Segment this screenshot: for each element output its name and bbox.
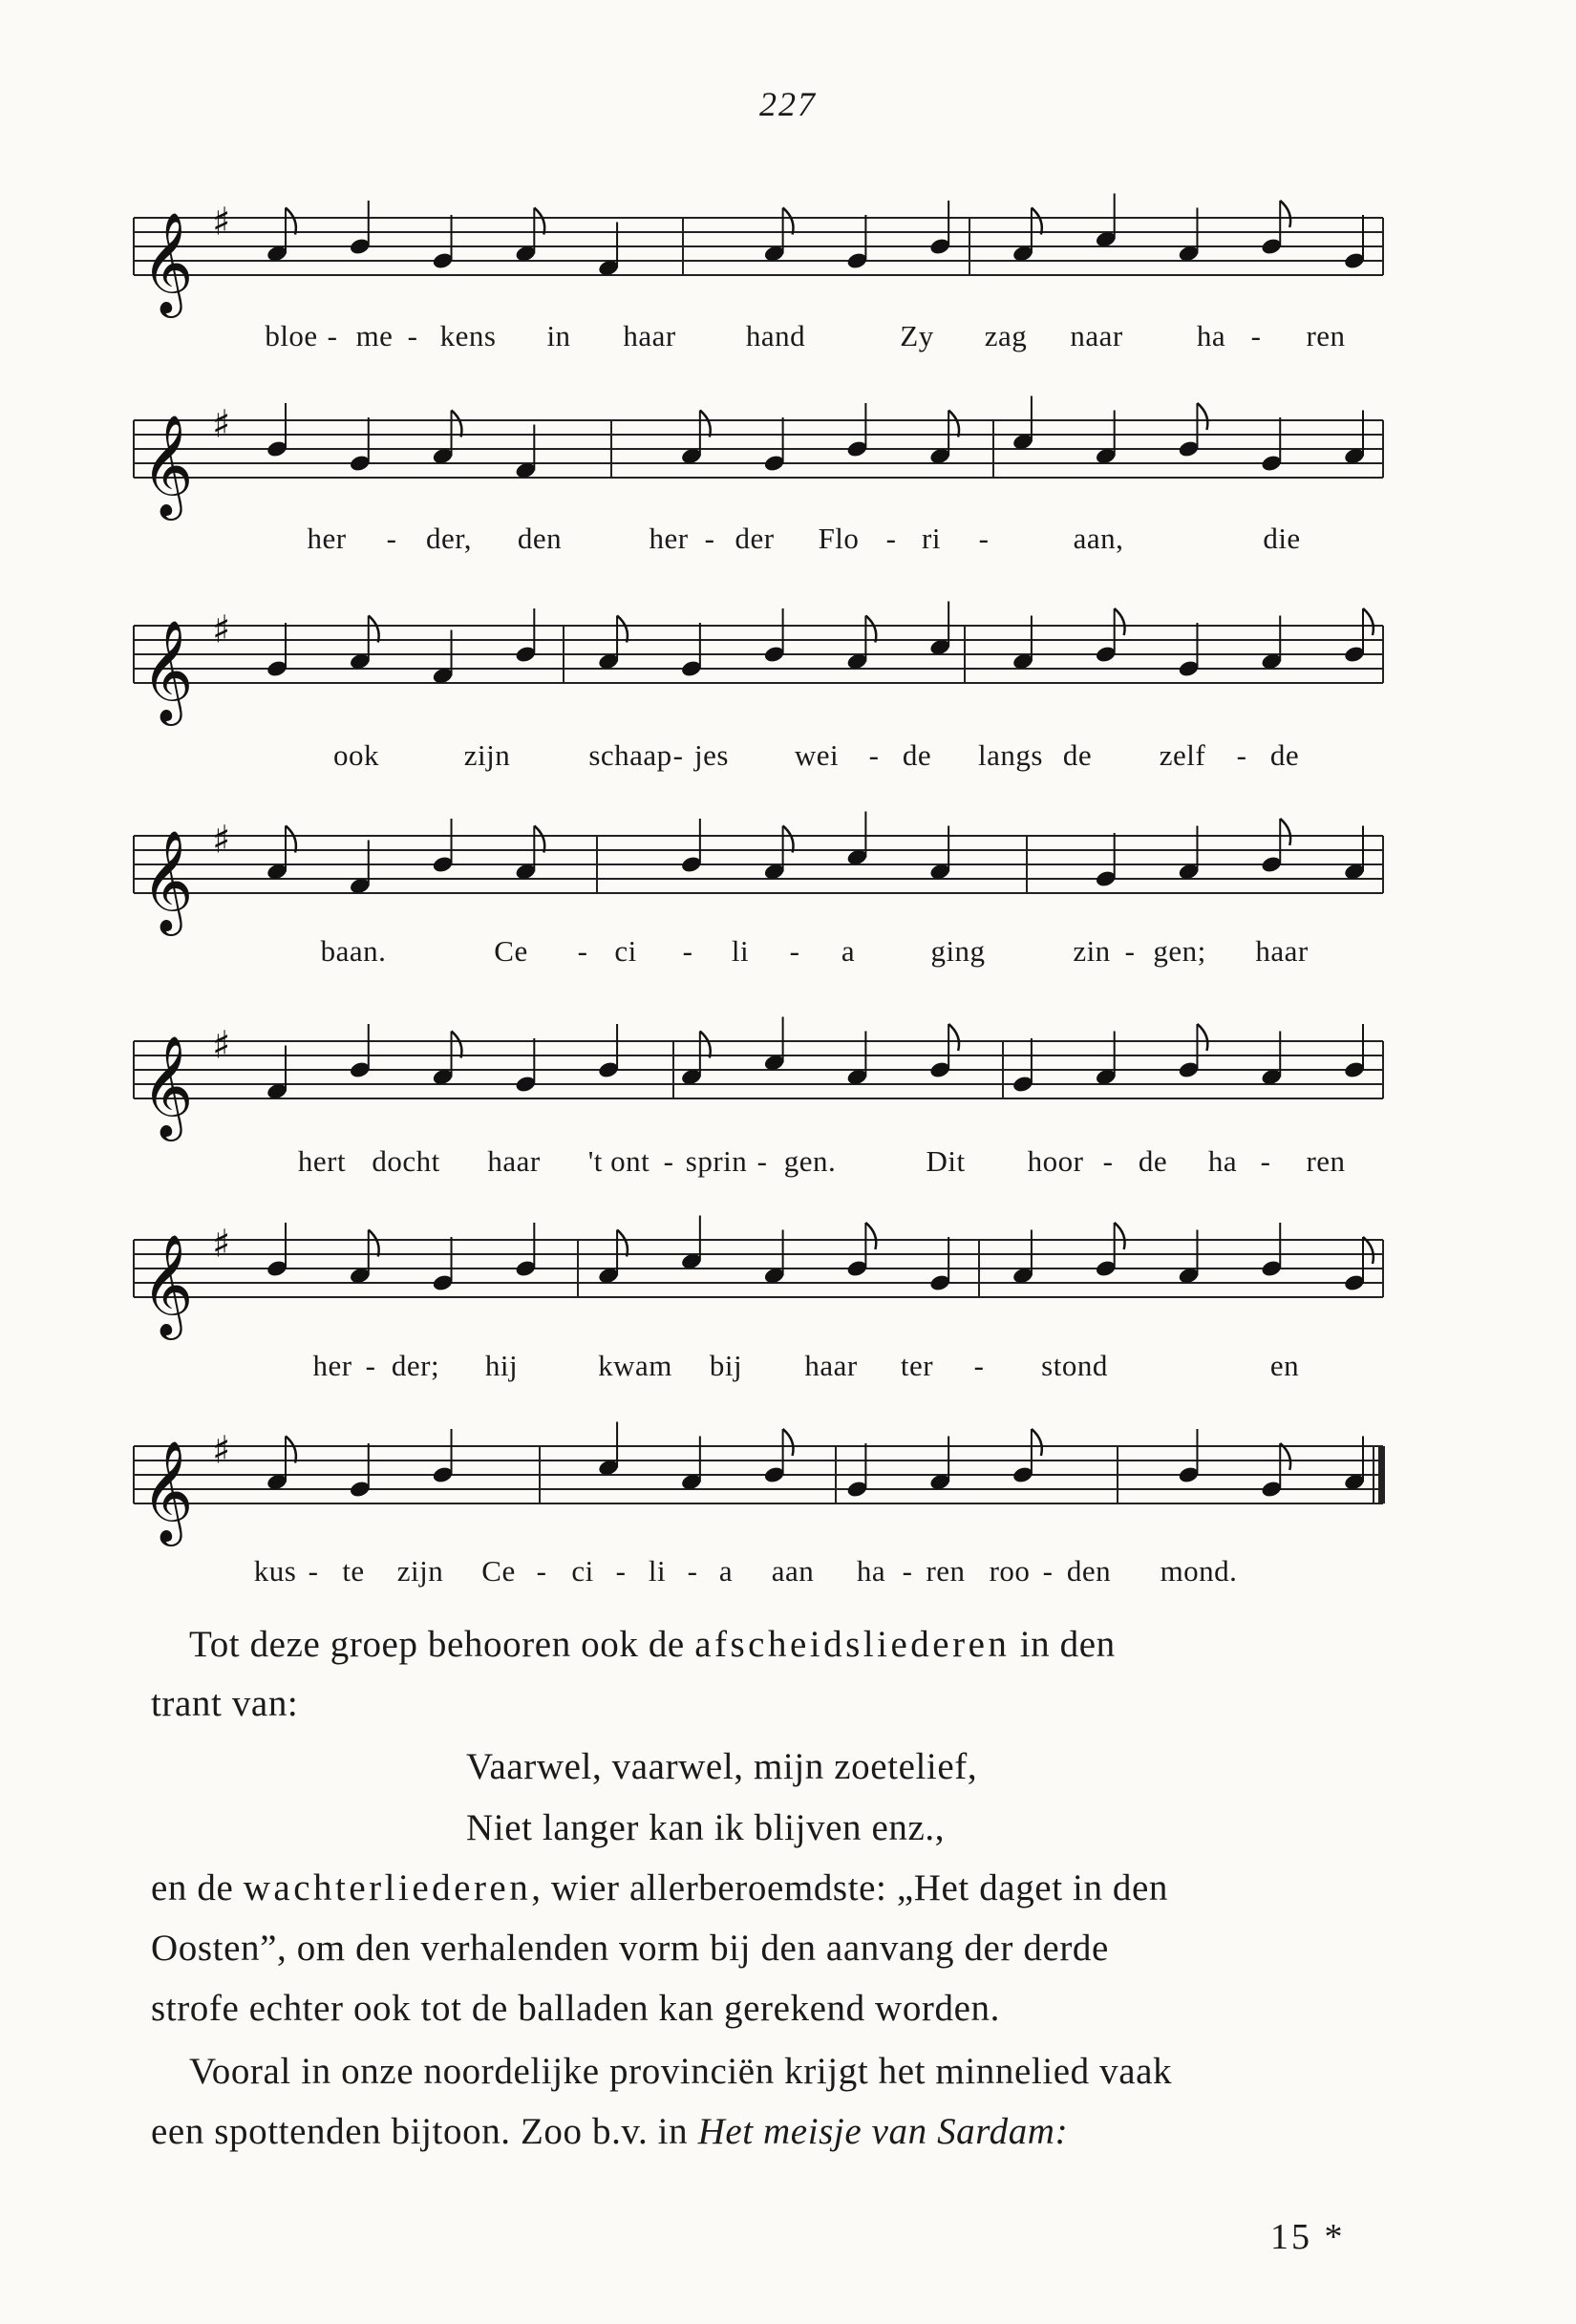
lyric-syllable: te — [342, 1554, 365, 1588]
page-number: 227 — [759, 85, 817, 123]
music-system — [0, 1211, 1576, 1393]
note-flag — [948, 411, 959, 437]
staff — [0, 189, 1576, 323]
lyric-syllable: her — [649, 522, 689, 555]
lyric-syllable: - — [1042, 1554, 1054, 1588]
staff — [0, 1013, 1576, 1146]
music-system — [0, 1418, 1576, 1599]
paragraph-line — [151, 1858, 1168, 1919]
note-flag — [783, 826, 794, 853]
lyric-syllable: baan. — [320, 934, 387, 968]
lyric-syllable: ren — [1306, 1144, 1346, 1178]
note-flag — [1280, 819, 1290, 845]
note-flag — [1115, 608, 1125, 635]
lyric-syllable: docht — [372, 1144, 440, 1178]
lyric-syllable: kens — [439, 319, 497, 352]
lyric-syllable: - — [1260, 1144, 1271, 1178]
note-flag — [1197, 1024, 1207, 1051]
note-flag — [1363, 1237, 1374, 1264]
note-flag — [452, 1032, 462, 1058]
text-run: in den — [1010, 1624, 1116, 1665]
treble-clef-icon: 𝄞 — [141, 211, 194, 313]
paragraph-line: strofe echter ook tot de balladen kan gerekend worden. — [151, 1988, 1000, 2029]
lyric-syllable: 't ont — [587, 1144, 650, 1178]
lyric-syllable: en — [1269, 1349, 1300, 1382]
lyric-syllable: - — [536, 1554, 547, 1588]
staff — [0, 392, 1576, 525]
lyric-syllable: a — [841, 934, 856, 968]
note-flag — [783, 1429, 794, 1456]
lyric-syllable: ren — [926, 1554, 966, 1588]
lyric-syllable: Zy — [900, 319, 934, 352]
lyric-syllable: li — [731, 934, 750, 968]
lyric-syllable: schaap — [588, 738, 672, 772]
lyric-syllable: - — [704, 522, 715, 555]
lyric-syllable: aan — [771, 1554, 815, 1588]
note-flag — [452, 411, 462, 437]
paragraph-line — [151, 2101, 1068, 2163]
lyric-syllable: - — [868, 738, 880, 772]
lyric-syllable: Flo — [818, 522, 860, 555]
sharp-icon: ♯ — [212, 1023, 231, 1068]
text-run-spaced: wachterliederen — [243, 1867, 532, 1908]
lyric-syllable: haar — [1255, 934, 1309, 968]
lyric-syllable: - — [885, 522, 897, 555]
paragraph-line: Oosten”, om den verhalenden vorm bij den aanvang der derde — [151, 1928, 1109, 1969]
verse-line: Niet langer kan ik blijven enz., — [466, 1807, 946, 1848]
verse-line: Vaarwel, vaarwel, mijn zoetelief, — [466, 1746, 978, 1787]
staff — [0, 1211, 1576, 1345]
lyric-syllable: die — [1263, 522, 1301, 555]
lyric-syllable: ri — [922, 522, 941, 555]
lyric-syllable: in — [546, 319, 571, 352]
lyric-syllable: Ce — [494, 934, 528, 968]
lyric-syllable: bij — [709, 1349, 743, 1382]
note-flag — [1032, 1429, 1042, 1456]
treble-clef-icon: 𝄞 — [141, 1439, 194, 1542]
lyric-syllable: - — [365, 1349, 376, 1382]
note-flag — [617, 616, 628, 643]
music-system — [0, 807, 1576, 989]
lyric-syllable: Dit — [926, 1144, 966, 1178]
lyric-syllable: ter — [900, 1349, 934, 1382]
note-flag — [617, 1230, 628, 1257]
lyric-syllable: aan, — [1073, 522, 1124, 555]
lyric-syllable: Ce — [481, 1554, 516, 1588]
lyric-syllable: her — [307, 522, 347, 555]
paragraph-line: Vooral in onze noordelijke provinciën krijgt het minnelied vaak — [189, 2051, 1173, 2092]
note-flag — [700, 411, 711, 437]
note-flag — [1280, 201, 1290, 227]
lyric-syllable: de — [1138, 1144, 1168, 1178]
note-flag — [369, 616, 379, 643]
text-run: een spottenden bijtoon. Zoo b.v. in — [151, 2111, 698, 2152]
lyric-syllable: hij — [484, 1349, 519, 1382]
lyric-syllable: - — [672, 738, 684, 772]
lyric-syllable: wei — [794, 738, 840, 772]
lyric-syllable: kwam — [598, 1349, 672, 1382]
note-flag — [369, 1230, 379, 1257]
staff — [0, 597, 1576, 731]
lyric-syllable: mond. — [1160, 1554, 1238, 1588]
lyric-syllable: ci — [571, 1554, 594, 1588]
lyric-syllable: bloe — [265, 319, 318, 352]
lyric-syllable: zag — [984, 319, 1028, 352]
music-system — [0, 1013, 1576, 1194]
lyric-syllable: naar — [1070, 319, 1123, 352]
lyric-syllable: de — [1062, 738, 1093, 772]
note-flag — [1280, 1443, 1290, 1470]
note-flag — [534, 826, 544, 853]
lyric-syllable: - — [1102, 1144, 1114, 1178]
sharp-icon: ♯ — [212, 608, 231, 652]
lyric-syllable: de — [902, 738, 932, 772]
note-flag — [286, 208, 296, 235]
music-system — [0, 392, 1576, 573]
paragraph-line — [189, 1614, 1116, 1675]
lyric-syllable: den — [1066, 1554, 1112, 1588]
sharp-icon: ♯ — [212, 1222, 231, 1267]
lyric-syllable: - — [1250, 319, 1262, 352]
treble-clef-icon: 𝄞 — [141, 1034, 194, 1137]
note-flag — [865, 616, 876, 643]
note-flag — [1032, 208, 1042, 235]
lyric-syllable: - — [1236, 738, 1247, 772]
lyric-syllable: me — [355, 319, 394, 352]
lyric-syllable: langs — [978, 738, 1043, 772]
lyric-syllable: li — [648, 1554, 667, 1588]
text-run-spaced: afscheidsliederen — [694, 1624, 1011, 1665]
lyric-syllable: sprin — [685, 1144, 748, 1178]
lyric-syllable: haar — [487, 1144, 541, 1178]
staff — [0, 807, 1576, 941]
lyric-syllable: - — [973, 1349, 985, 1382]
lyric-syllable: a — [718, 1554, 734, 1588]
lyric-syllable: - — [789, 934, 800, 968]
lyric-syllable: hand — [745, 319, 806, 352]
paragraph-line: trant van: — [151, 1683, 299, 1724]
lyric-syllable: - — [978, 522, 990, 555]
lyric-syllable: ren — [1306, 319, 1346, 352]
treble-clef-icon: 𝄞 — [141, 414, 194, 516]
treble-clef-icon: 𝄞 — [141, 619, 194, 721]
lyric-syllable: her — [312, 1349, 352, 1382]
music-system — [0, 189, 1576, 371]
text-run: Tot deze groep behooren ook de — [189, 1624, 695, 1665]
text-run: , wier allerberoemdste: „Het daget in den — [531, 1867, 1168, 1908]
lyric-syllable: - — [663, 1144, 674, 1178]
lyric-syllable: ha — [856, 1554, 886, 1588]
note-flag — [286, 1437, 296, 1463]
lyric-syllable: haar — [623, 319, 676, 352]
treble-clef-icon: 𝄞 — [141, 829, 194, 931]
lyric-syllable: gen; — [1153, 934, 1206, 968]
lyric-syllable: de — [1269, 738, 1300, 772]
lyric-syllable: - — [756, 1144, 768, 1178]
text-run-italic: Het meisje van Sardam: — [697, 2111, 1069, 2152]
note-flag — [865, 1223, 876, 1249]
lyric-syllable: - — [407, 319, 418, 352]
note-flag — [783, 208, 794, 235]
final-barline — [1378, 1446, 1385, 1503]
lyric-syllable: - — [682, 934, 693, 968]
lyric-syllable: ha — [1207, 1144, 1238, 1178]
note-flag — [286, 826, 296, 853]
lyric-syllable: zelf — [1159, 738, 1206, 772]
lyric-syllable: kus — [253, 1554, 297, 1588]
lyric-syllable: - — [308, 1554, 319, 1588]
note-flag — [700, 1032, 711, 1058]
lyric-syllable: ging — [930, 934, 986, 968]
lyric-syllable: - — [327, 319, 338, 352]
lyric-syllable: der, — [425, 522, 473, 555]
staff — [0, 1418, 1576, 1551]
lyric-syllable: ci — [614, 934, 637, 968]
note-flag — [534, 208, 544, 235]
lyric-syllable: - — [1124, 934, 1136, 968]
music-system — [0, 597, 1576, 778]
note-flag — [1197, 403, 1207, 430]
lyric-syllable: der — [735, 522, 775, 555]
lyric-syllable: stond — [1041, 1349, 1108, 1382]
sharp-icon: ♯ — [212, 402, 231, 447]
signature-mark: 15 * — [1270, 2217, 1346, 2257]
lyric-syllable: gen. — [783, 1144, 837, 1178]
lyric-syllable: zijn — [463, 738, 511, 772]
lyric-syllable: den — [517, 522, 563, 555]
text-run: en de — [151, 1867, 244, 1908]
note-flag — [948, 1024, 959, 1051]
note-flag — [1363, 608, 1374, 635]
lyric-syllable: ha — [1196, 319, 1226, 352]
lyric-syllable: der; — [391, 1349, 440, 1382]
lyric-syllable: jes — [694, 738, 729, 772]
lyric-syllable: - — [386, 522, 397, 555]
lyric-syllable: hert — [297, 1144, 347, 1178]
lyric-syllable: - — [577, 934, 588, 968]
lyric-syllable: - — [687, 1554, 698, 1588]
lyric-syllable: haar — [804, 1349, 858, 1382]
sharp-icon: ♯ — [212, 818, 231, 863]
lyric-syllable: zin — [1073, 934, 1111, 968]
sharp-icon: ♯ — [212, 1428, 231, 1473]
lyric-syllable: - — [615, 1554, 627, 1588]
sharp-icon: ♯ — [212, 200, 231, 245]
note-flag — [1115, 1223, 1125, 1249]
lyric-syllable: - — [902, 1554, 913, 1588]
lyric-syllable: zijn — [396, 1554, 444, 1588]
lyric-syllable: hoor — [1027, 1144, 1084, 1178]
lyric-syllable: roo — [989, 1554, 1031, 1588]
treble-clef-icon: 𝄞 — [141, 1233, 194, 1335]
lyric-syllable: ook — [333, 738, 379, 772]
